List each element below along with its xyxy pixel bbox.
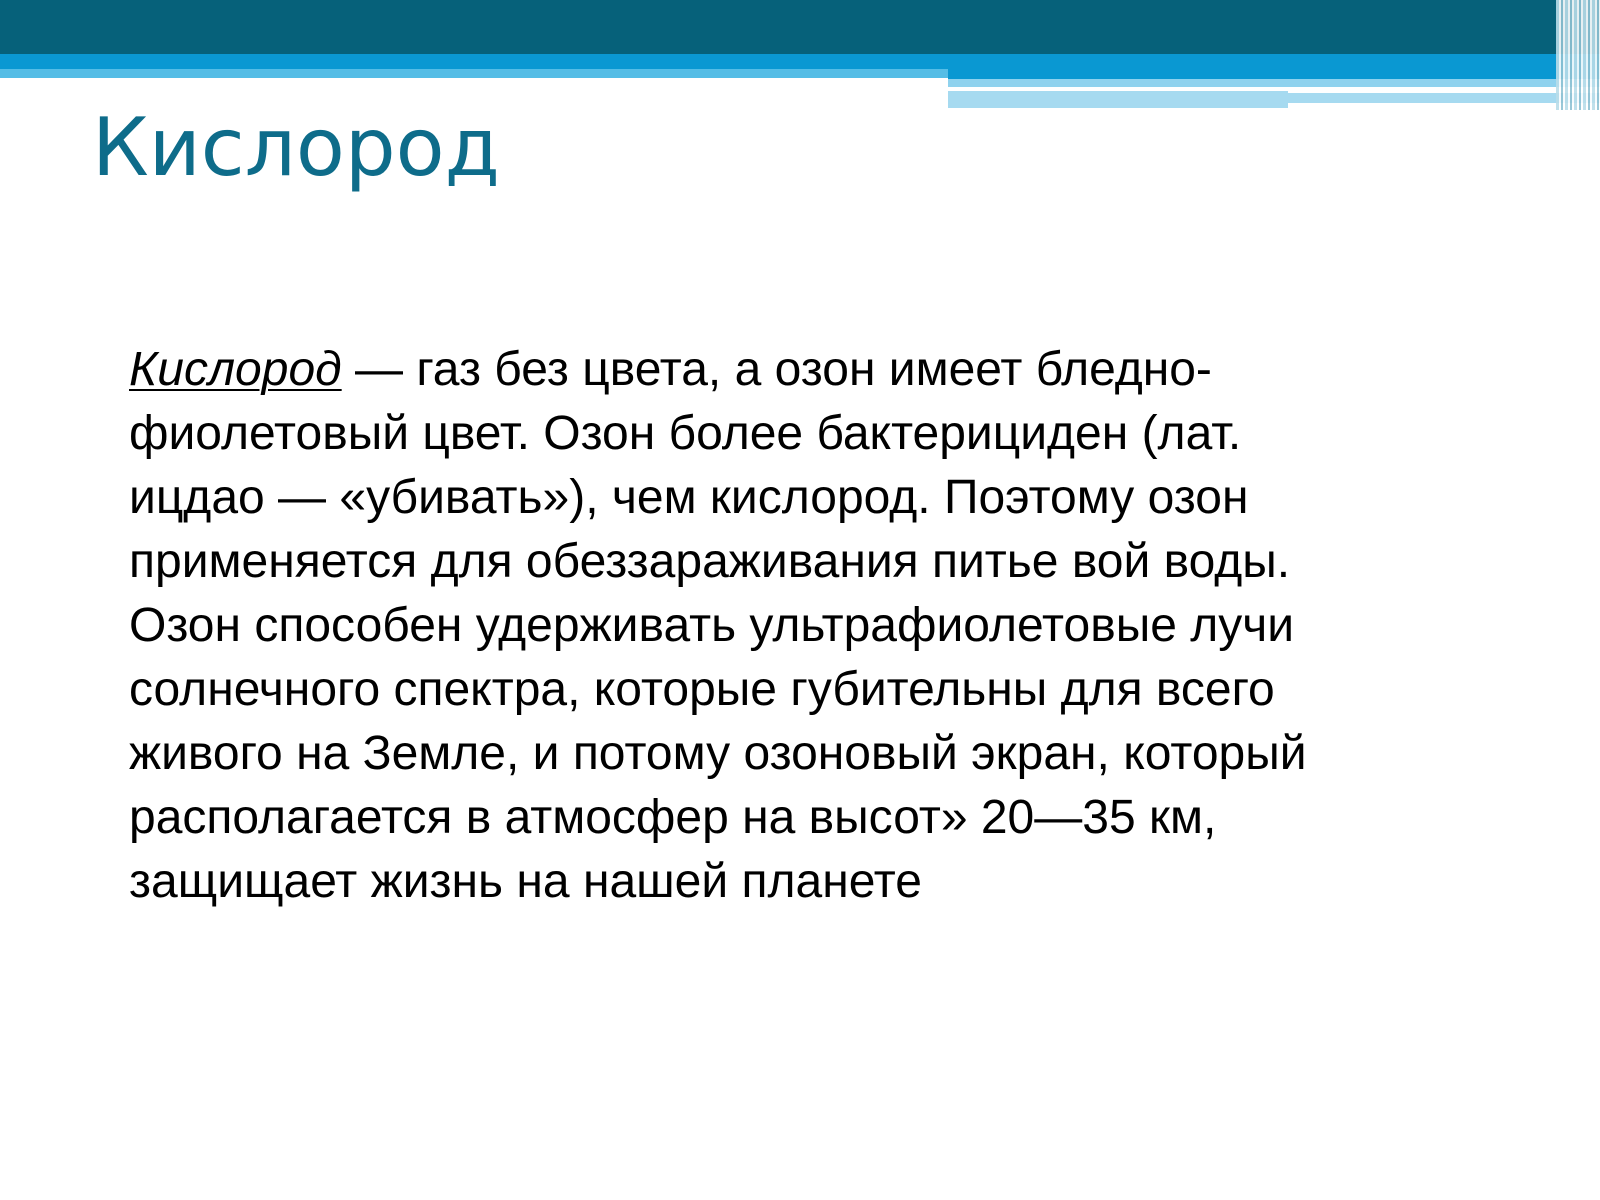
header-band-light (0, 69, 948, 78)
header-band-right-light (948, 79, 1600, 87)
slide-title: Кислород (92, 101, 500, 194)
header-band-right (948, 69, 1600, 79)
header-vertical-stripes (1556, 0, 1600, 110)
header-band-right-pale (948, 91, 1288, 108)
slide-body-text (129, 338, 1329, 914)
header-band-right-pale-thin (1288, 93, 1600, 103)
header-band-dark (0, 0, 1600, 54)
header-band-blue (0, 54, 1600, 69)
body-paragraph: — газ без цвета, а озон имеет бледно-фиолетовый цвет. Озон более бактерициден (лат. ицдао — «убивать»), чем кислород. Поэтому озон применяется для обеззараживания питье вой воды. Озон способен удерживать ультрафиолетовые лучи солнечного спектра, которые губительны для всего живого на Земле, и потому озоновый экран, который располагается в атмосфер на высот» 20—35 км, защищает жизнь на нашей планете (129, 343, 1307, 908)
term-oxygen: Кислород (129, 343, 342, 396)
